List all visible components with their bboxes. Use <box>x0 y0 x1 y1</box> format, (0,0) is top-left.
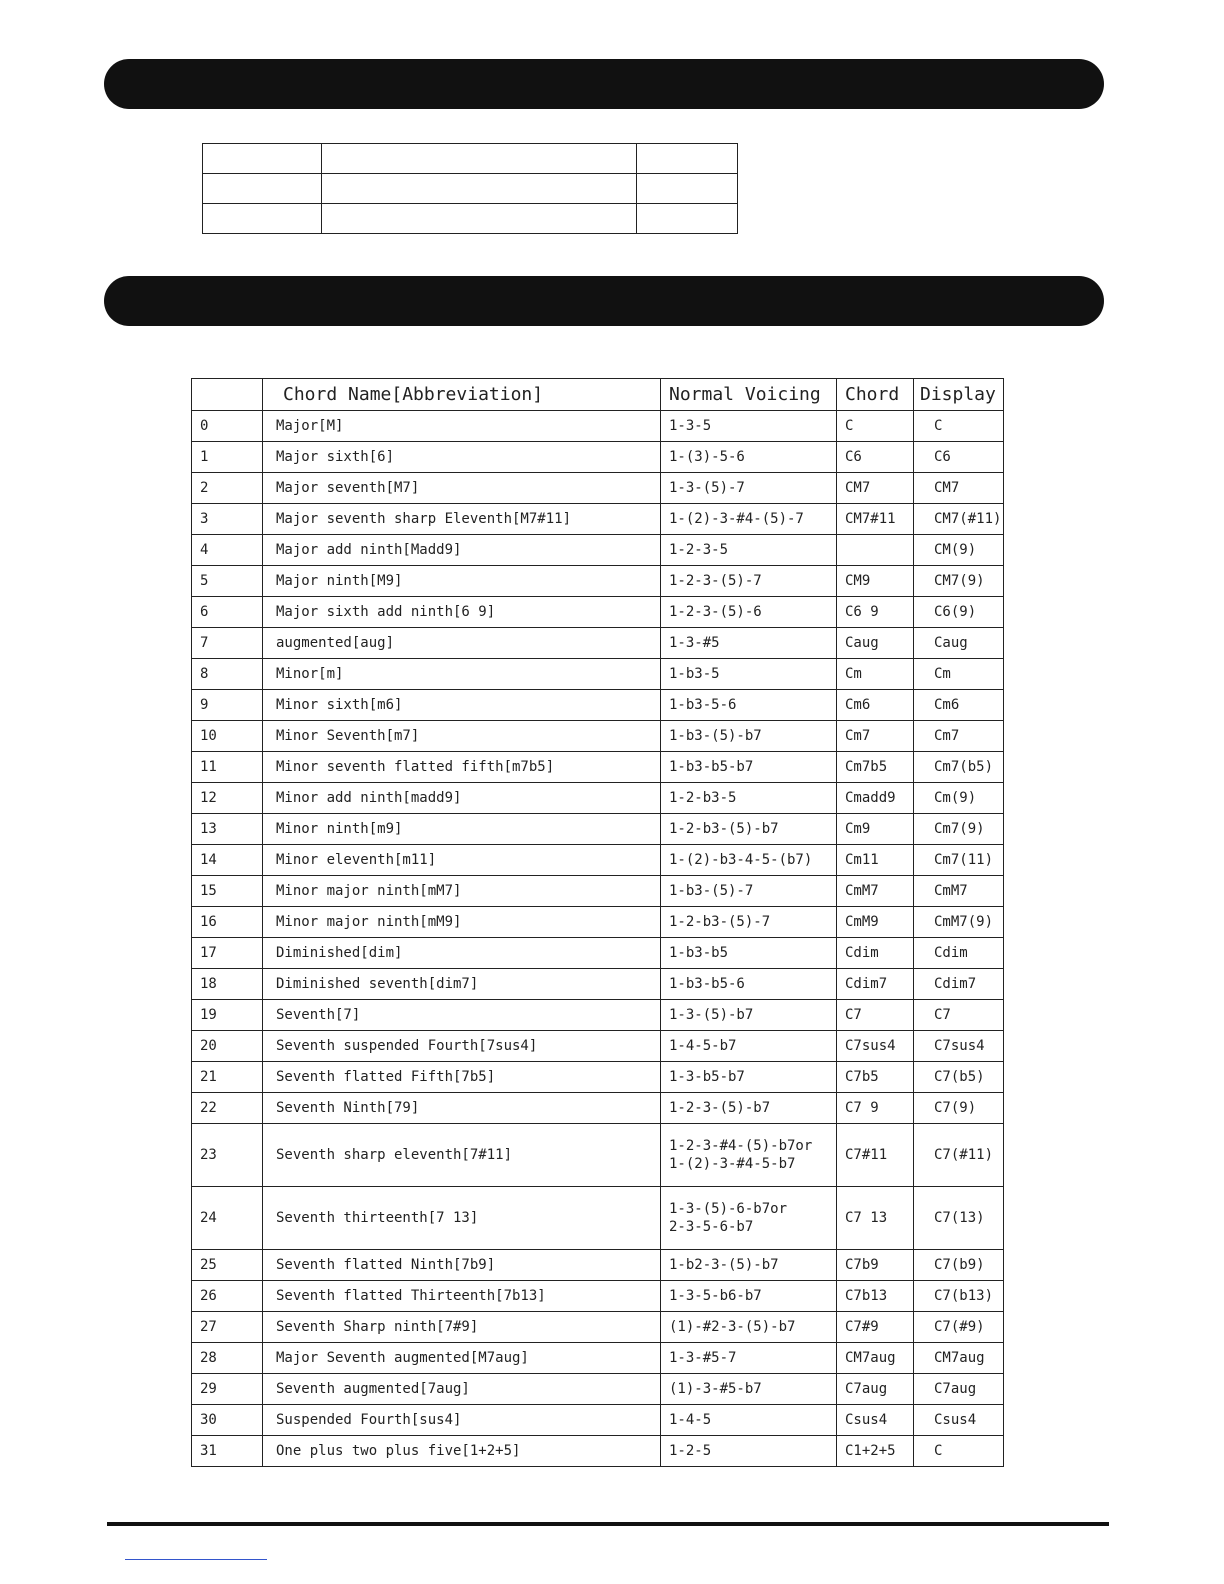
cell-voicing: 1-b2-3-(5)-b7 <box>661 1250 837 1281</box>
cell-number: 4 <box>192 535 263 566</box>
cell-voicing: 1-2-3-5 <box>661 535 837 566</box>
cell-display: Cm7(b5) <box>914 752 1004 783</box>
cell-chord-name: Major add ninth[Madd9] <box>263 535 661 566</box>
cell-chord: Cm9 <box>837 814 914 845</box>
cell-chord-name: Major sixth[6] <box>263 442 661 473</box>
cell-chord: C7aug <box>837 1374 914 1405</box>
cell-number: 0 <box>192 411 263 442</box>
cell-number: 8 <box>192 659 263 690</box>
header-number <box>192 379 263 411</box>
section-header-bar <box>104 59 1104 109</box>
footer-rule <box>107 1522 1109 1526</box>
cell-number: 31 <box>192 1436 263 1467</box>
cell-number: 19 <box>192 1000 263 1031</box>
cell-chord-name: Major ninth[M9] <box>263 566 661 597</box>
cell-number: 25 <box>192 1250 263 1281</box>
cell-chord-name: augmented[aug] <box>263 628 661 659</box>
cell-number: 14 <box>192 845 263 876</box>
table-row <box>192 721 1004 752</box>
cell-voicing: 1-3-5 <box>661 411 837 442</box>
cell-chord-name: One plus two plus five[1+2+5] <box>263 1436 661 1467</box>
cell-chord-name: Seventh[7] <box>263 1000 661 1031</box>
cell-chord-name: Seventh flatted Ninth[7b9] <box>263 1250 661 1281</box>
cell-voicing: 1-b3-b5-b7 <box>661 752 837 783</box>
cell-display: CM7(9) <box>914 566 1004 597</box>
cell-voicing: 1-2-5 <box>661 1436 837 1467</box>
cell-chord-name: Major seventh[M7] <box>263 473 661 504</box>
cell-chord: Cmadd9 <box>837 783 914 814</box>
cell-number: 21 <box>192 1062 263 1093</box>
cell-number: 6 <box>192 597 263 628</box>
cell-display: C7(#11) <box>914 1124 1004 1187</box>
cell-chord-name: Seventh flatted Thirteenth[7b13] <box>263 1281 661 1312</box>
cell-voicing: 1-4-5-b7 <box>661 1031 837 1062</box>
cell-chord-name: Minor ninth[m9] <box>263 814 661 845</box>
cell-number: 18 <box>192 969 263 1000</box>
cell-display: C7(b13) <box>914 1281 1004 1312</box>
cell-chord: C7b9 <box>837 1250 914 1281</box>
cell-chord: Cdim <box>837 938 914 969</box>
table-row <box>192 1187 1004 1250</box>
cell-chord-name: Major seventh sharp Eleventh[M7#11] <box>263 504 661 535</box>
cell-display: Caug <box>914 628 1004 659</box>
cell-voicing: (1)-#2-3-(5)-b7 <box>661 1312 837 1343</box>
cell-chord-name: Seventh Sharp ninth[7#9] <box>263 1312 661 1343</box>
cell-number: 27 <box>192 1312 263 1343</box>
cell-voicing: 1-(2)-3-#4-(5)-7 <box>661 504 837 535</box>
cell-chord: CM9 <box>837 566 914 597</box>
cell-number: 17 <box>192 938 263 969</box>
cell-chord: Cm7b5 <box>837 752 914 783</box>
table-row <box>192 1124 1004 1187</box>
cell-chord: C7#11 <box>837 1124 914 1187</box>
cell-display: Csus4 <box>914 1405 1004 1436</box>
cell-voicing: 1-b3-5 <box>661 659 837 690</box>
section-header-bar <box>104 276 1104 326</box>
table-row <box>192 1436 1004 1467</box>
cell-chord: C7#9 <box>837 1312 914 1343</box>
cell-number: 26 <box>192 1281 263 1312</box>
cell-display: CmM7(9) <box>914 907 1004 938</box>
table-row <box>192 1405 1004 1436</box>
table-row <box>192 1000 1004 1031</box>
table-row <box>192 876 1004 907</box>
cell-chord: C7 9 <box>837 1093 914 1124</box>
cell-voicing: 1-2-3-(5)-b7 <box>661 1093 837 1124</box>
cell-chord-name: Major sixth add ninth[6 9] <box>263 597 661 628</box>
cell-chord-name: Seventh flatted Fifth[7b5] <box>263 1062 661 1093</box>
cell-voicing: 1-(2)-b3-4-5-(b7) <box>661 845 837 876</box>
cell-chord: C6 9 <box>837 597 914 628</box>
cell-chord <box>837 535 914 566</box>
cell-voicing: 1-3-5-b6-b7 <box>661 1281 837 1312</box>
cell-display: C6 <box>914 442 1004 473</box>
cell-number: 13 <box>192 814 263 845</box>
cell-chord-name: Major[M] <box>263 411 661 442</box>
table-header-row <box>192 379 1004 411</box>
table-row <box>192 442 1004 473</box>
cell-chord: C7b13 <box>837 1281 914 1312</box>
cell-voicing: (1)-3-#5-b7 <box>661 1374 837 1405</box>
cell-chord: C6 <box>837 442 914 473</box>
cell-display: C7sus4 <box>914 1031 1004 1062</box>
table-row <box>192 628 1004 659</box>
cell-number: 28 <box>192 1343 263 1374</box>
cell-chord: CM7#11 <box>837 504 914 535</box>
table-row <box>192 969 1004 1000</box>
table-row <box>192 1062 1004 1093</box>
cell-voicing: 1-b3-5-6 <box>661 690 837 721</box>
footer-link-underline <box>125 1559 267 1560</box>
table-row <box>192 1343 1004 1374</box>
cell-voicing: 1-2-b3-(5)-7 <box>661 907 837 938</box>
cell-chord: CmM7 <box>837 876 914 907</box>
table-row <box>192 907 1004 938</box>
table-row <box>192 1312 1004 1343</box>
table-row <box>192 814 1004 845</box>
header-chord-name: Chord Name[Abbreviation] <box>263 379 661 411</box>
cell-number: 24 <box>192 1187 263 1250</box>
cell-voicing: 1-(3)-5-6 <box>661 442 837 473</box>
cell-display: C7(b5) <box>914 1062 1004 1093</box>
cell-display: Cdim <box>914 938 1004 969</box>
cell-display: C7(#9) <box>914 1312 1004 1343</box>
header-display: Display <box>914 379 1004 411</box>
cell-number: 1 <box>192 442 263 473</box>
cell-number: 22 <box>192 1093 263 1124</box>
table-row <box>192 752 1004 783</box>
cell-chord-name: Diminished[dim] <box>263 938 661 969</box>
cell-display: CM7 <box>914 473 1004 504</box>
table-row <box>203 174 738 204</box>
cell-number: 3 <box>192 504 263 535</box>
cell-chord-name: Minor[m] <box>263 659 661 690</box>
cell-display: C6(9) <box>914 597 1004 628</box>
table-row <box>192 504 1004 535</box>
empty-info-table <box>202 143 738 234</box>
cell-voicing: 1-3-#5 <box>661 628 837 659</box>
table-row <box>203 144 738 174</box>
chord-table <box>191 378 1004 1467</box>
cell-voicing: 1-2-b3-(5)-b7 <box>661 814 837 845</box>
cell-chord-name: Seventh augmented[7aug] <box>263 1374 661 1405</box>
cell-chord: Cdim7 <box>837 969 914 1000</box>
cell-display: C7aug <box>914 1374 1004 1405</box>
cell-chord-name: Minor sixth[m6] <box>263 690 661 721</box>
cell-number: 16 <box>192 907 263 938</box>
cell-number: 30 <box>192 1405 263 1436</box>
cell-voicing: 1-b3-b5-6 <box>661 969 837 1000</box>
cell-display: Cm7 <box>914 721 1004 752</box>
table-row <box>192 659 1004 690</box>
table-row <box>192 1031 1004 1062</box>
cell-chord: CM7aug <box>837 1343 914 1374</box>
cell-display: CM7(#11) <box>914 504 1004 535</box>
cell-number: 15 <box>192 876 263 907</box>
cell-voicing: 1-2-3-(5)-7 <box>661 566 837 597</box>
table-row <box>192 473 1004 504</box>
table-row <box>192 597 1004 628</box>
cell-voicing: 1-3-(5)-6-b7or 2-3-5-6-b7 <box>661 1187 837 1250</box>
cell-display: C7(13) <box>914 1187 1004 1250</box>
cell-chord-name: Diminished seventh[dim7] <box>263 969 661 1000</box>
cell-chord: C7 <box>837 1000 914 1031</box>
table-row <box>192 535 1004 566</box>
cell-display: Cm6 <box>914 690 1004 721</box>
cell-chord-name: Seventh Ninth[79] <box>263 1093 661 1124</box>
cell-display: Cm <box>914 659 1004 690</box>
cell-chord-name: Minor major ninth[mM9] <box>263 907 661 938</box>
cell-display: Cm7(11) <box>914 845 1004 876</box>
cell-voicing: 1-3-(5)-b7 <box>661 1000 837 1031</box>
cell-chord: Cm <box>837 659 914 690</box>
cell-chord: CmM9 <box>837 907 914 938</box>
table-row <box>192 1281 1004 1312</box>
table-row <box>192 690 1004 721</box>
cell-chord: C7 13 <box>837 1187 914 1250</box>
cell-number: 12 <box>192 783 263 814</box>
cell-display: C7(b9) <box>914 1250 1004 1281</box>
cell-number: 9 <box>192 690 263 721</box>
cell-display: CM(9) <box>914 535 1004 566</box>
cell-voicing: 1-2-3-#4-(5)-b7or 1-(2)-3-#4-5-b7 <box>661 1124 837 1187</box>
header-normal-voicing: Normal Voicing <box>661 379 837 411</box>
table-row <box>192 566 1004 597</box>
cell-display: C <box>914 411 1004 442</box>
cell-chord-name: Seventh sharp eleventh[7#11] <box>263 1124 661 1187</box>
table-row <box>192 1250 1004 1281</box>
cell-display: C7(9) <box>914 1093 1004 1124</box>
cell-voicing: 1-3-b5-b7 <box>661 1062 837 1093</box>
table-row <box>192 1093 1004 1124</box>
cell-chord: C7b5 <box>837 1062 914 1093</box>
cell-chord: C1+2+5 <box>837 1436 914 1467</box>
cell-display: Cm(9) <box>914 783 1004 814</box>
cell-chord-name: Minor major ninth[mM7] <box>263 876 661 907</box>
cell-voicing: 1-2-b3-5 <box>661 783 837 814</box>
table-row <box>203 204 738 234</box>
table-row <box>192 845 1004 876</box>
cell-display: C <box>914 1436 1004 1467</box>
table-row <box>192 938 1004 969</box>
cell-number: 7 <box>192 628 263 659</box>
table-row <box>192 783 1004 814</box>
cell-voicing: 1-3-(5)-7 <box>661 473 837 504</box>
cell-chord-name: Minor seventh flatted fifth[m7b5] <box>263 752 661 783</box>
cell-voicing: 1-2-3-(5)-6 <box>661 597 837 628</box>
cell-chord: Cm11 <box>837 845 914 876</box>
table-row <box>192 411 1004 442</box>
cell-chord: Csus4 <box>837 1405 914 1436</box>
cell-number: 10 <box>192 721 263 752</box>
cell-number: 11 <box>192 752 263 783</box>
cell-chord: C7sus4 <box>837 1031 914 1062</box>
cell-number: 5 <box>192 566 263 597</box>
cell-chord-name: Minor add ninth[madd9] <box>263 783 661 814</box>
cell-voicing: 1-4-5 <box>661 1405 837 1436</box>
cell-chord: C <box>837 411 914 442</box>
cell-chord-name: Minor Seventh[m7] <box>263 721 661 752</box>
cell-chord-name: Suspended Fourth[sus4] <box>263 1405 661 1436</box>
cell-chord-name: Major Seventh augmented[M7aug] <box>263 1343 661 1374</box>
cell-chord: Cm6 <box>837 690 914 721</box>
cell-display: C7 <box>914 1000 1004 1031</box>
cell-display: Cm7(9) <box>914 814 1004 845</box>
cell-voicing: 1-b3-(5)-7 <box>661 876 837 907</box>
cell-chord: Cm7 <box>837 721 914 752</box>
header-chord: Chord <box>837 379 914 411</box>
cell-chord: Caug <box>837 628 914 659</box>
cell-display: CmM7 <box>914 876 1004 907</box>
cell-number: 20 <box>192 1031 263 1062</box>
cell-display: CM7aug <box>914 1343 1004 1374</box>
cell-chord-name: Seventh thirteenth[7 13] <box>263 1187 661 1250</box>
cell-number: 29 <box>192 1374 263 1405</box>
cell-display: Cdim7 <box>914 969 1004 1000</box>
cell-chord: CM7 <box>837 473 914 504</box>
cell-voicing: 1-b3-(5)-b7 <box>661 721 837 752</box>
cell-voicing: 1-b3-b5 <box>661 938 837 969</box>
cell-chord-name: Seventh suspended Fourth[7sus4] <box>263 1031 661 1062</box>
cell-number: 2 <box>192 473 263 504</box>
table-row <box>192 1374 1004 1405</box>
cell-voicing: 1-3-#5-7 <box>661 1343 837 1374</box>
cell-number: 23 <box>192 1124 263 1187</box>
chord-table-body <box>192 411 1004 1467</box>
cell-chord-name: Minor eleventh[m11] <box>263 845 661 876</box>
